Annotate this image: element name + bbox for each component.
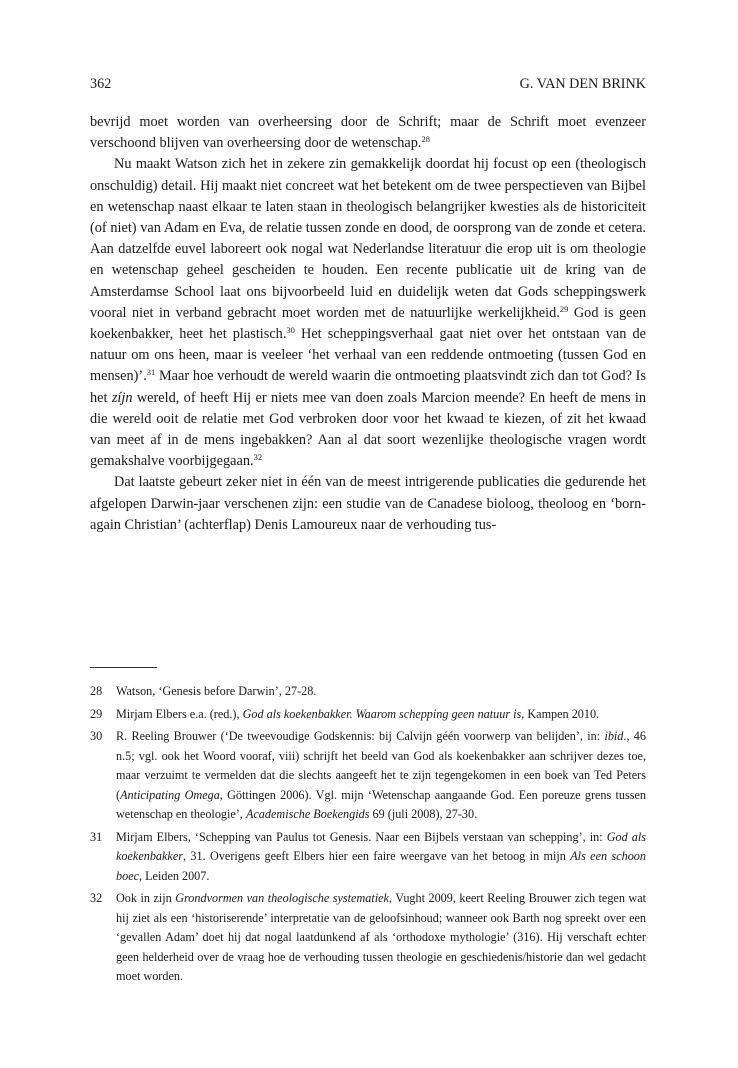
footnote-number: 31 <box>90 829 103 844</box>
footnote-29 <box>90 705 646 725</box>
footnote-32 <box>90 889 646 987</box>
page-number: 362 <box>90 76 112 92</box>
paragraph-1: bevrijd moet worden van overheersing door de Schrift; maar de Schrift moet evenzeer verschoond blijven van overheersing door de wetenschap.$^{28}$ <box>90 114 646 152</box>
footnote-30 <box>90 727 646 825</box>
footnote-text: Ook in zijn Grondvormen van theologische systematiek, Vught 2009, keert Reeling Brouwer zich tegen wat hij ziet als een ‘historiserende’ interpretatie van de geloofsinhoud; wanneer ook Barth nog spreekt over een ‘gevallen Adam’ doet hij dat nogal laatdunkend af als ‘orthodoxe mythologie’ (316). Hij verschaft echter geen helderheid over de vraag hoe de verhouding tussen theologie en geschiedenis/historie dan wel gedacht moet worden. <box>116 891 647 983</box>
footnote-number: 30 <box>90 729 103 743</box>
footnote-text: R. Reeling Brouwer (‘De tweevoudige Godskennis: bij Calvijn géén voorwerp van belijden’, in: ibid., 46 n.5; vgl. ook het Woord vooraf, viii) schrijft het beeld van God als koekenbakker aan schrijver dezes toe, maar verzuimt te vermelden dat die slechts aangeeft het te zijn tegengekomen in een boek van Ted Peters (Anticipating Omega, Göttingen 2006). Vgl. mijn ‘Wetenschap aangaande God. Een poreuze grens tussen wetenschap en theologie’, Academische Boekengids 69 (juli 2008), 27-30. <box>116 729 647 821</box>
footnotes <box>90 682 646 990</box>
footnote-28 <box>90 682 646 702</box>
footnote-ref-31[interactable]: 31 <box>146 367 156 378</box>
footnote-ref-29[interactable]: 29 <box>559 303 569 314</box>
paragraph-3: Dat laatste gebeurt zeker niet in één van de meest intrigerende publicaties die gedurende het afgelopen Darwin-jaar verschenen zijn: een studie van de Canadese bioloog, theoloog en ‘born-again Christian’ (achterflap) Denis Lamoureux naar de verhouding tus- <box>90 474 646 533</box>
footnote-text: Mirjam Elbers, ‘Schepping van Paulus tot Genesis. Naar een Bijbels verstaan van schepping’, in: God als koekenbakker, 31. Overigens geeft Elbers hier een faire weergave van het betoog in mijn Als een schoon boec, Leiden 2007. <box>116 829 646 883</box>
body-text <box>90 112 646 536</box>
footnote-ref-32[interactable]: 32 <box>253 452 263 463</box>
footnote-ref-28[interactable]: 28 <box>421 134 431 145</box>
footnote-text: Mirjam Elbers e.a. (red.), God als koekenbakker. Waarom schepping geen natuur is, Kampen 2010. <box>116 706 600 721</box>
footnote-31 <box>90 828 646 887</box>
footnote-separator <box>90 667 157 668</box>
footnote-ref-30[interactable]: 30 <box>286 325 295 336</box>
paragraph-2: Nu maakt Watson zich het in zekere zin gemakkelijk doordat hij focust op een (theologisch onschuldig) detail. Hij maakt niet concreet wat het betekent om de twee perspectieven van Bijbel en wetenschap naast elkaar te laten staan in theologisch belangrijker kwesties als de historiciteit (of niet) van Adam en Eva, de relatie tussen zonde en dood, de oorsprong van de zonde et cetera. Aan datzelfde euvel laboreert ook nogal wat Nederlandse literatuur die erop uit is om theologie en wetenschap geheel gescheiden te houden. Een recente publicatie uit de kring van de Amsterdamse School laat ons bijvoorbeeld luid en duidelijk weten dat Gods scheppingswerk vooral niet in verband gebracht moet worden met de natuurlijke werkelijkheid.$^{29}$ God is geen koekenbakker, heet het plastisch.$^{30}$ Het scheppingsverhaal gaat niet over het ontstaan van de natuur om ons heen, maar is veeleer ‘het verhaal van een reddende ontmoeting (tussen God en mensen)’.$^{31}$ Maar hoe verhoudt de wereld waarin die ontmoeting plaatsvindt zich dan tot God? Is het zíjn wereld, of heeft Hij er niets mee van doen zoals Marcion meende? En heeft de mens in die wereld ooit de relatie met God verbroken door voor het kwaad te kiezen, of zit het kwaad van meet af in de mens ingebakken? Aan al dat soort wezenlijke theologische vragen wordt gemakshalve voorbijgegaan.$^{32}$ <box>90 156 646 470</box>
footnote-text: Watson, ‘Genesis before Darwin’, 27-28. <box>116 684 317 698</box>
footnote-number: 28 <box>90 684 103 698</box>
running-title: G. VAN DEN BRINK <box>519 76 646 92</box>
footnote-number: 29 <box>90 706 103 721</box>
footnote-number: 32 <box>90 891 103 905</box>
running-header <box>90 76 646 98</box>
page <box>90 76 646 536</box>
